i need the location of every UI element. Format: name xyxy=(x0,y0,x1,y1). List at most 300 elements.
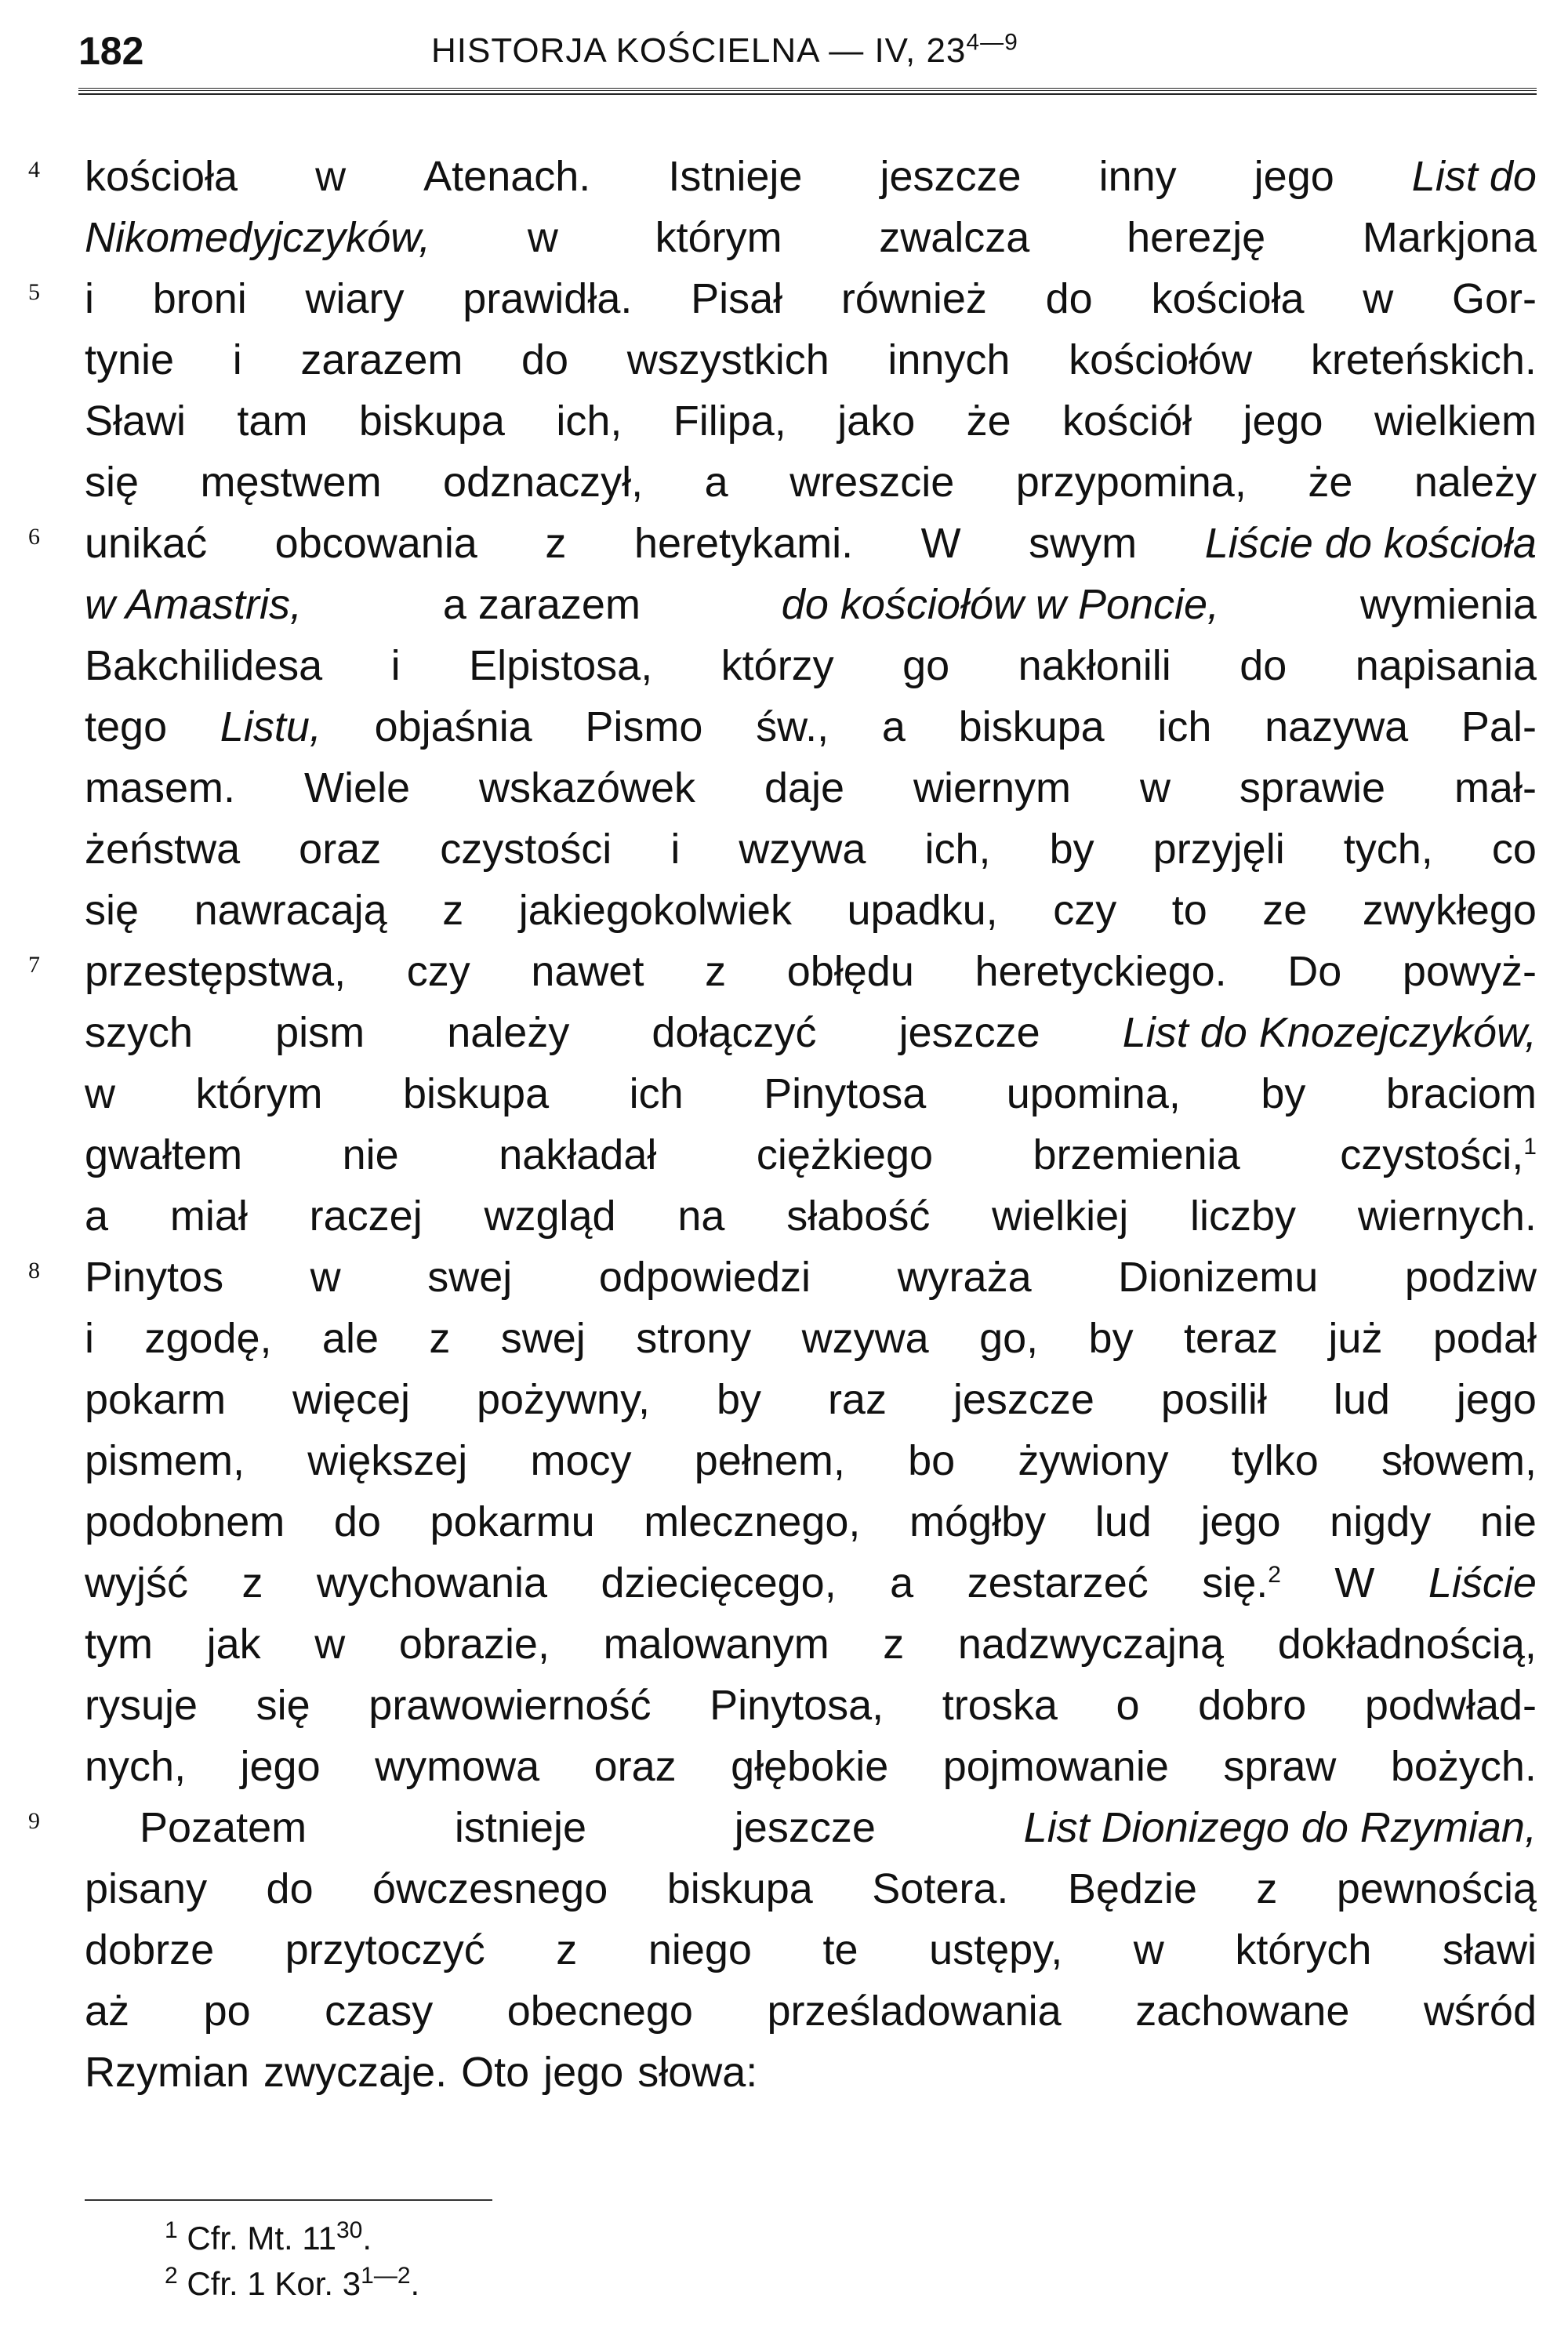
word: dokładnością, xyxy=(1277,1621,1537,1668)
text-line xyxy=(85,574,1537,635)
text-line xyxy=(85,1124,1537,1185)
word: podał xyxy=(1432,1315,1537,1362)
word: jego xyxy=(1456,1376,1537,1423)
word: ciężkiego xyxy=(756,1131,934,1178)
word: swej xyxy=(427,1254,513,1301)
word: nazywa xyxy=(1265,703,1409,750)
word: heretykami. xyxy=(633,520,854,567)
word: Wiele xyxy=(303,764,411,811)
word: Gor- xyxy=(1451,275,1537,322)
running-title xyxy=(431,31,1018,71)
word: ustępy, xyxy=(929,1926,1063,1973)
word: biskupa xyxy=(402,1070,550,1117)
word: wielkiej xyxy=(992,1193,1129,1240)
word: dobrze xyxy=(85,1926,215,1973)
word: Pinytos xyxy=(85,1254,224,1301)
word: go xyxy=(902,642,950,689)
text-line xyxy=(85,1185,1537,1247)
word: do xyxy=(1240,642,1287,689)
word: z xyxy=(429,1315,451,1362)
footnote xyxy=(165,2216,419,2261)
word: przyjęli xyxy=(1152,826,1285,873)
page-header xyxy=(78,28,1537,78)
word: wiernych. xyxy=(1357,1193,1537,1240)
text-fragment: wymienia xyxy=(1359,581,1537,628)
word: raz xyxy=(827,1376,887,1423)
word: pojmowanie xyxy=(942,1743,1169,1790)
word: miał xyxy=(169,1193,248,1240)
word: wreszcie xyxy=(789,459,955,506)
text-line xyxy=(85,1491,1537,1552)
footnote-end: . xyxy=(410,2265,420,2302)
word: tylko xyxy=(1231,1437,1319,1484)
word: gwałtem xyxy=(85,1131,243,1178)
footnote-marker: 1 xyxy=(165,2217,178,2243)
word: z xyxy=(883,1621,905,1668)
footnotes xyxy=(165,2216,419,2307)
word: kościołów xyxy=(1069,336,1253,383)
word: należy xyxy=(447,1009,570,1056)
word: się xyxy=(256,1682,310,1729)
word: unikać xyxy=(85,520,208,567)
word: teraz xyxy=(1183,1315,1279,1362)
word: tynie xyxy=(85,336,175,383)
text-line xyxy=(85,757,1537,819)
word: jeszcze xyxy=(953,1376,1094,1423)
verse-marker: 9 xyxy=(28,1808,40,1834)
word: co xyxy=(1491,826,1537,873)
word: rysuje xyxy=(85,1682,198,1729)
word: zestarzeć xyxy=(967,1559,1149,1607)
word: Oto xyxy=(461,2049,530,2096)
word: i xyxy=(85,1315,94,1362)
text-line xyxy=(85,1981,1537,2042)
text-line xyxy=(85,1614,1537,1675)
text-line xyxy=(85,452,1537,513)
text-line xyxy=(85,1002,1537,1063)
word: zarazem xyxy=(300,336,463,383)
word: obrazie, xyxy=(398,1621,550,1668)
word: malowanym xyxy=(603,1621,829,1668)
word: ale xyxy=(321,1315,379,1362)
word: w xyxy=(310,1254,341,1301)
word: a xyxy=(881,703,906,750)
verse-marker: 4 xyxy=(28,157,40,183)
word: raczej xyxy=(309,1193,423,1240)
word: do xyxy=(333,1498,381,1545)
word: wszystkich xyxy=(626,336,829,383)
word: jego xyxy=(1254,153,1334,200)
word: istnieje xyxy=(454,1804,586,1851)
text-line xyxy=(85,819,1537,880)
word: już xyxy=(1328,1315,1383,1362)
word: Atenach. xyxy=(423,153,591,200)
word: wielkiem xyxy=(1374,398,1537,445)
text-line xyxy=(85,1552,1537,1614)
word: że xyxy=(966,398,1011,445)
word: prawowierność xyxy=(368,1682,652,1729)
word: niego xyxy=(648,1926,752,1973)
text-line xyxy=(85,1430,1537,1491)
word: jak xyxy=(206,1621,261,1668)
word-text: się. xyxy=(1202,1559,1269,1607)
word xyxy=(1202,1552,1281,1614)
word: ich xyxy=(1157,703,1212,750)
word: kościół xyxy=(1062,398,1192,445)
word: a xyxy=(704,459,728,506)
word: W xyxy=(1334,1559,1375,1607)
word: mał- xyxy=(1454,764,1537,811)
word: ówczesnego xyxy=(372,1865,608,1912)
word: św., xyxy=(756,703,829,750)
word: upomina, xyxy=(1006,1070,1181,1117)
header-rule xyxy=(78,88,1537,95)
word: biskupa xyxy=(666,1865,813,1912)
word: by xyxy=(1049,826,1094,873)
word: jego xyxy=(543,2049,624,2096)
word: tych, xyxy=(1343,826,1433,873)
italic-title: Listu, xyxy=(220,703,321,750)
word: mocy xyxy=(530,1437,632,1484)
word: herezję xyxy=(1127,214,1266,261)
word: w xyxy=(314,1621,346,1668)
word: czystości xyxy=(440,826,612,873)
text-line xyxy=(85,1369,1537,1430)
word: do xyxy=(521,336,569,383)
word: odpowiedzi xyxy=(598,1254,811,1301)
word: a xyxy=(85,1193,109,1240)
word: spraw xyxy=(1223,1743,1337,1790)
word: Sławi xyxy=(85,398,187,445)
footnote xyxy=(165,2261,419,2307)
word: słowem, xyxy=(1381,1437,1537,1484)
word: broni xyxy=(152,275,247,322)
word: tam xyxy=(237,398,308,445)
word: więcej xyxy=(292,1376,411,1423)
text-line xyxy=(28,146,1537,207)
text-line xyxy=(85,635,1537,696)
word: przestępstwa, xyxy=(85,948,347,995)
word: brzemienia xyxy=(1033,1131,1240,1178)
word: swej xyxy=(500,1315,586,1362)
word: Istnieje xyxy=(668,153,803,200)
text-line xyxy=(85,1919,1537,1981)
word: Bakchilidesa xyxy=(85,642,323,689)
word: szych xyxy=(85,1009,194,1056)
word: podziw xyxy=(1404,1254,1537,1301)
footnote-text: Cfr. Mt. 11 xyxy=(187,2220,336,2257)
word: z xyxy=(705,948,727,995)
verse-marker: 8 xyxy=(28,1258,40,1284)
word: ze xyxy=(1262,887,1308,934)
word: braciom xyxy=(1385,1070,1537,1117)
word: odznaczył, xyxy=(443,459,644,506)
word: posilił xyxy=(1160,1376,1267,1423)
text-line xyxy=(85,1858,1537,1919)
word: wiary xyxy=(305,275,405,322)
word: wyraża xyxy=(897,1254,1032,1301)
word: jako xyxy=(837,398,916,445)
word: wzgląd xyxy=(484,1193,616,1240)
word: oraz xyxy=(299,826,382,873)
verse-marker: 5 xyxy=(28,279,40,305)
word: Do xyxy=(1287,948,1342,995)
word: a xyxy=(890,1559,914,1607)
word: czasy xyxy=(325,1988,434,2035)
word: strony xyxy=(636,1315,752,1362)
word: napisania xyxy=(1355,642,1537,689)
word: lud xyxy=(1094,1498,1152,1545)
word: większej xyxy=(307,1437,468,1484)
text-line xyxy=(85,696,1537,757)
word: liczby xyxy=(1190,1193,1297,1240)
word: Rzymian xyxy=(85,2049,250,2096)
word: zwykłego xyxy=(1362,887,1537,934)
word: się xyxy=(85,887,140,934)
word: go, xyxy=(979,1315,1039,1362)
word: żeństwa xyxy=(85,826,241,873)
word: Dionizemu xyxy=(1118,1254,1319,1301)
word: którym xyxy=(655,214,782,261)
word: przypomina, xyxy=(1015,459,1247,506)
word: prześladowania xyxy=(767,1988,1062,2035)
word: jego xyxy=(1243,398,1323,445)
italic-title: Liście xyxy=(1428,1559,1537,1607)
text-line xyxy=(28,268,1537,329)
italic-title: List do xyxy=(1411,153,1537,200)
word: do xyxy=(266,1865,314,1912)
verse-marker: 7 xyxy=(28,952,40,978)
word: w xyxy=(1139,764,1171,811)
italic-title: List Dionizego do Rzymian, xyxy=(1023,1804,1537,1851)
body-text xyxy=(28,146,1537,2103)
word: dobro xyxy=(1198,1682,1307,1729)
word: nakładał xyxy=(499,1131,657,1178)
word: do xyxy=(1045,275,1093,322)
text-line xyxy=(85,1063,1537,1124)
word: nadzwyczajną xyxy=(957,1621,1225,1668)
word: wyjść xyxy=(85,1559,188,1607)
word: obecnego xyxy=(506,1988,693,2035)
word: pisany xyxy=(85,1865,208,1912)
word: męstwem xyxy=(200,459,382,506)
word: pożywny, xyxy=(476,1376,651,1423)
italic-title: do kościołów w Poncie, xyxy=(781,581,1220,628)
word: w xyxy=(85,1070,115,1117)
word: objaśnia xyxy=(374,703,532,750)
word: wzywa xyxy=(801,1315,929,1362)
word: Elpistosa, xyxy=(469,642,653,689)
word: na xyxy=(677,1193,725,1240)
footnote-end: . xyxy=(362,2220,372,2257)
word: wskazówek xyxy=(478,764,696,811)
text-line xyxy=(85,880,1537,941)
word: swym xyxy=(1029,520,1138,567)
word: wymowa xyxy=(375,1743,540,1790)
word: jego xyxy=(240,1743,321,1790)
footnote-ref: 1—2 xyxy=(361,2263,411,2289)
text-line xyxy=(85,1675,1537,1736)
word: nigdy xyxy=(1330,1498,1432,1545)
word: Pismo xyxy=(585,703,703,750)
word-text: czystości, xyxy=(1340,1131,1524,1178)
word: daje xyxy=(764,764,845,811)
word: którym xyxy=(195,1070,323,1117)
text-line xyxy=(85,1308,1537,1369)
word: nie xyxy=(1479,1498,1537,1545)
word: i xyxy=(390,642,401,689)
word: zachowane xyxy=(1135,1988,1350,2035)
word: których xyxy=(1235,1926,1372,1973)
word: podobnem xyxy=(85,1498,285,1545)
word: Pozatem xyxy=(140,1804,307,1851)
word: również xyxy=(840,275,987,322)
italic-title: w Amastris, xyxy=(85,581,303,628)
word: biskupa xyxy=(958,703,1105,750)
word: Pinytosa, xyxy=(710,1682,884,1729)
word: kościoła xyxy=(1151,275,1305,322)
word: oraz xyxy=(593,1743,677,1790)
word: z xyxy=(545,520,567,567)
word: wśród xyxy=(1423,1988,1537,2035)
text-fragment: a zarazem xyxy=(442,581,641,628)
word: by xyxy=(1088,1315,1134,1362)
word: kreteńskich. xyxy=(1310,336,1537,383)
word: wzywa xyxy=(739,826,866,873)
word: z xyxy=(556,1926,578,1973)
word: zgodę, xyxy=(144,1315,272,1362)
word: obcowania xyxy=(274,520,477,567)
word: jego xyxy=(1200,1498,1281,1545)
word: słabość xyxy=(786,1193,931,1240)
word: heretyckiego. xyxy=(975,948,1227,995)
word: przytoczyć xyxy=(285,1926,485,1973)
word: jeszcze xyxy=(734,1804,876,1851)
word: Będzie xyxy=(1067,1865,1197,1912)
word: zwalcza xyxy=(879,214,1030,261)
word: z xyxy=(241,1559,263,1607)
word: po xyxy=(203,1988,251,2035)
word: biskupa xyxy=(358,398,505,445)
word: jakiegokolwiek xyxy=(518,887,792,934)
word: tego xyxy=(85,703,168,750)
word: wychowania xyxy=(316,1559,548,1607)
word: w xyxy=(1363,275,1394,322)
page-number: 182 xyxy=(78,29,144,73)
word: upadku, xyxy=(847,887,998,934)
text-line xyxy=(85,1736,1537,1797)
running-title-text: HISTORJA KOŚCIELNA — IV, 23 xyxy=(431,31,967,70)
word: pokarmu xyxy=(430,1498,595,1545)
word: w xyxy=(315,153,347,200)
word: by xyxy=(1261,1070,1306,1117)
word: słowa: xyxy=(637,2049,758,2096)
word: którzy xyxy=(720,642,834,689)
word: czy xyxy=(406,948,470,995)
section-range: 4—9 xyxy=(966,29,1018,56)
word: sprawie xyxy=(1239,764,1385,811)
word: pokarm xyxy=(85,1376,227,1423)
text-line xyxy=(85,2042,1537,2103)
word: ich, xyxy=(556,398,622,445)
word: należy xyxy=(1414,459,1537,506)
word: innych xyxy=(887,336,1011,383)
word: Sotera. xyxy=(872,1865,1009,1912)
word: inny xyxy=(1098,153,1177,200)
word: aż xyxy=(85,1988,130,2035)
word: i xyxy=(670,826,681,873)
word: w xyxy=(527,214,558,261)
word: masem. xyxy=(85,764,236,811)
verse-marker: 6 xyxy=(28,524,40,550)
word: jeszcze xyxy=(898,1009,1040,1056)
word: to xyxy=(1171,887,1207,934)
text-line xyxy=(28,1797,1537,1858)
footnote-rule xyxy=(85,2199,492,2201)
word: czy xyxy=(1053,887,1117,934)
footnote-ref: 1 xyxy=(1523,1134,1537,1160)
word: o xyxy=(1116,1682,1140,1729)
text-line xyxy=(85,207,1537,268)
word: troska xyxy=(942,1682,1058,1729)
text-line xyxy=(85,390,1537,452)
word: podwład- xyxy=(1364,1682,1537,1729)
footnote-ref: 2 xyxy=(1268,1562,1281,1588)
word: Pinytosa xyxy=(764,1070,927,1117)
word: prawidła. xyxy=(463,275,633,322)
footnote-text: Cfr. 1 Kor. 3 xyxy=(187,2265,361,2302)
word: pewnością xyxy=(1336,1865,1537,1912)
word: bo xyxy=(908,1437,956,1484)
word: mlecznego, xyxy=(644,1498,861,1545)
word: z xyxy=(442,887,464,934)
word: pism xyxy=(275,1009,365,1056)
word: Markjona xyxy=(1362,214,1537,261)
word: Pisał xyxy=(691,275,783,322)
word: Filipa, xyxy=(673,398,786,445)
word: i xyxy=(232,336,242,383)
word: że xyxy=(1308,459,1353,506)
italic-title: List do Knozejczyków, xyxy=(1122,1009,1537,1056)
word: pismem, xyxy=(85,1437,245,1484)
word: wiernym xyxy=(913,764,1072,811)
text-line xyxy=(28,941,1537,1002)
footnote-ref: 30 xyxy=(336,2217,363,2243)
word: z xyxy=(1256,1865,1278,1912)
word: ich, xyxy=(924,826,991,873)
word: i xyxy=(85,275,94,322)
word: ich xyxy=(629,1070,684,1117)
word: nawet xyxy=(531,948,644,995)
italic-title: Nikomedyjczyków, xyxy=(85,214,431,261)
word: pełnem, xyxy=(694,1437,845,1484)
word: w xyxy=(1133,1926,1164,1973)
italic-title: Liście do kościoła xyxy=(1204,520,1537,567)
word xyxy=(1340,1124,1537,1185)
text-line xyxy=(85,329,1537,390)
word: dołączyć xyxy=(652,1009,817,1056)
word: W xyxy=(920,520,961,567)
word: żywiony xyxy=(1018,1437,1169,1484)
word: kościoła xyxy=(85,153,238,200)
word: nakłonili xyxy=(1018,642,1171,689)
word: głębokie xyxy=(731,1743,889,1790)
text-line xyxy=(28,1247,1537,1308)
footnote-marker: 2 xyxy=(165,2263,178,2289)
word: dziecięcego, xyxy=(601,1559,837,1607)
word: jeszcze xyxy=(880,153,1022,200)
word: by xyxy=(716,1376,762,1423)
